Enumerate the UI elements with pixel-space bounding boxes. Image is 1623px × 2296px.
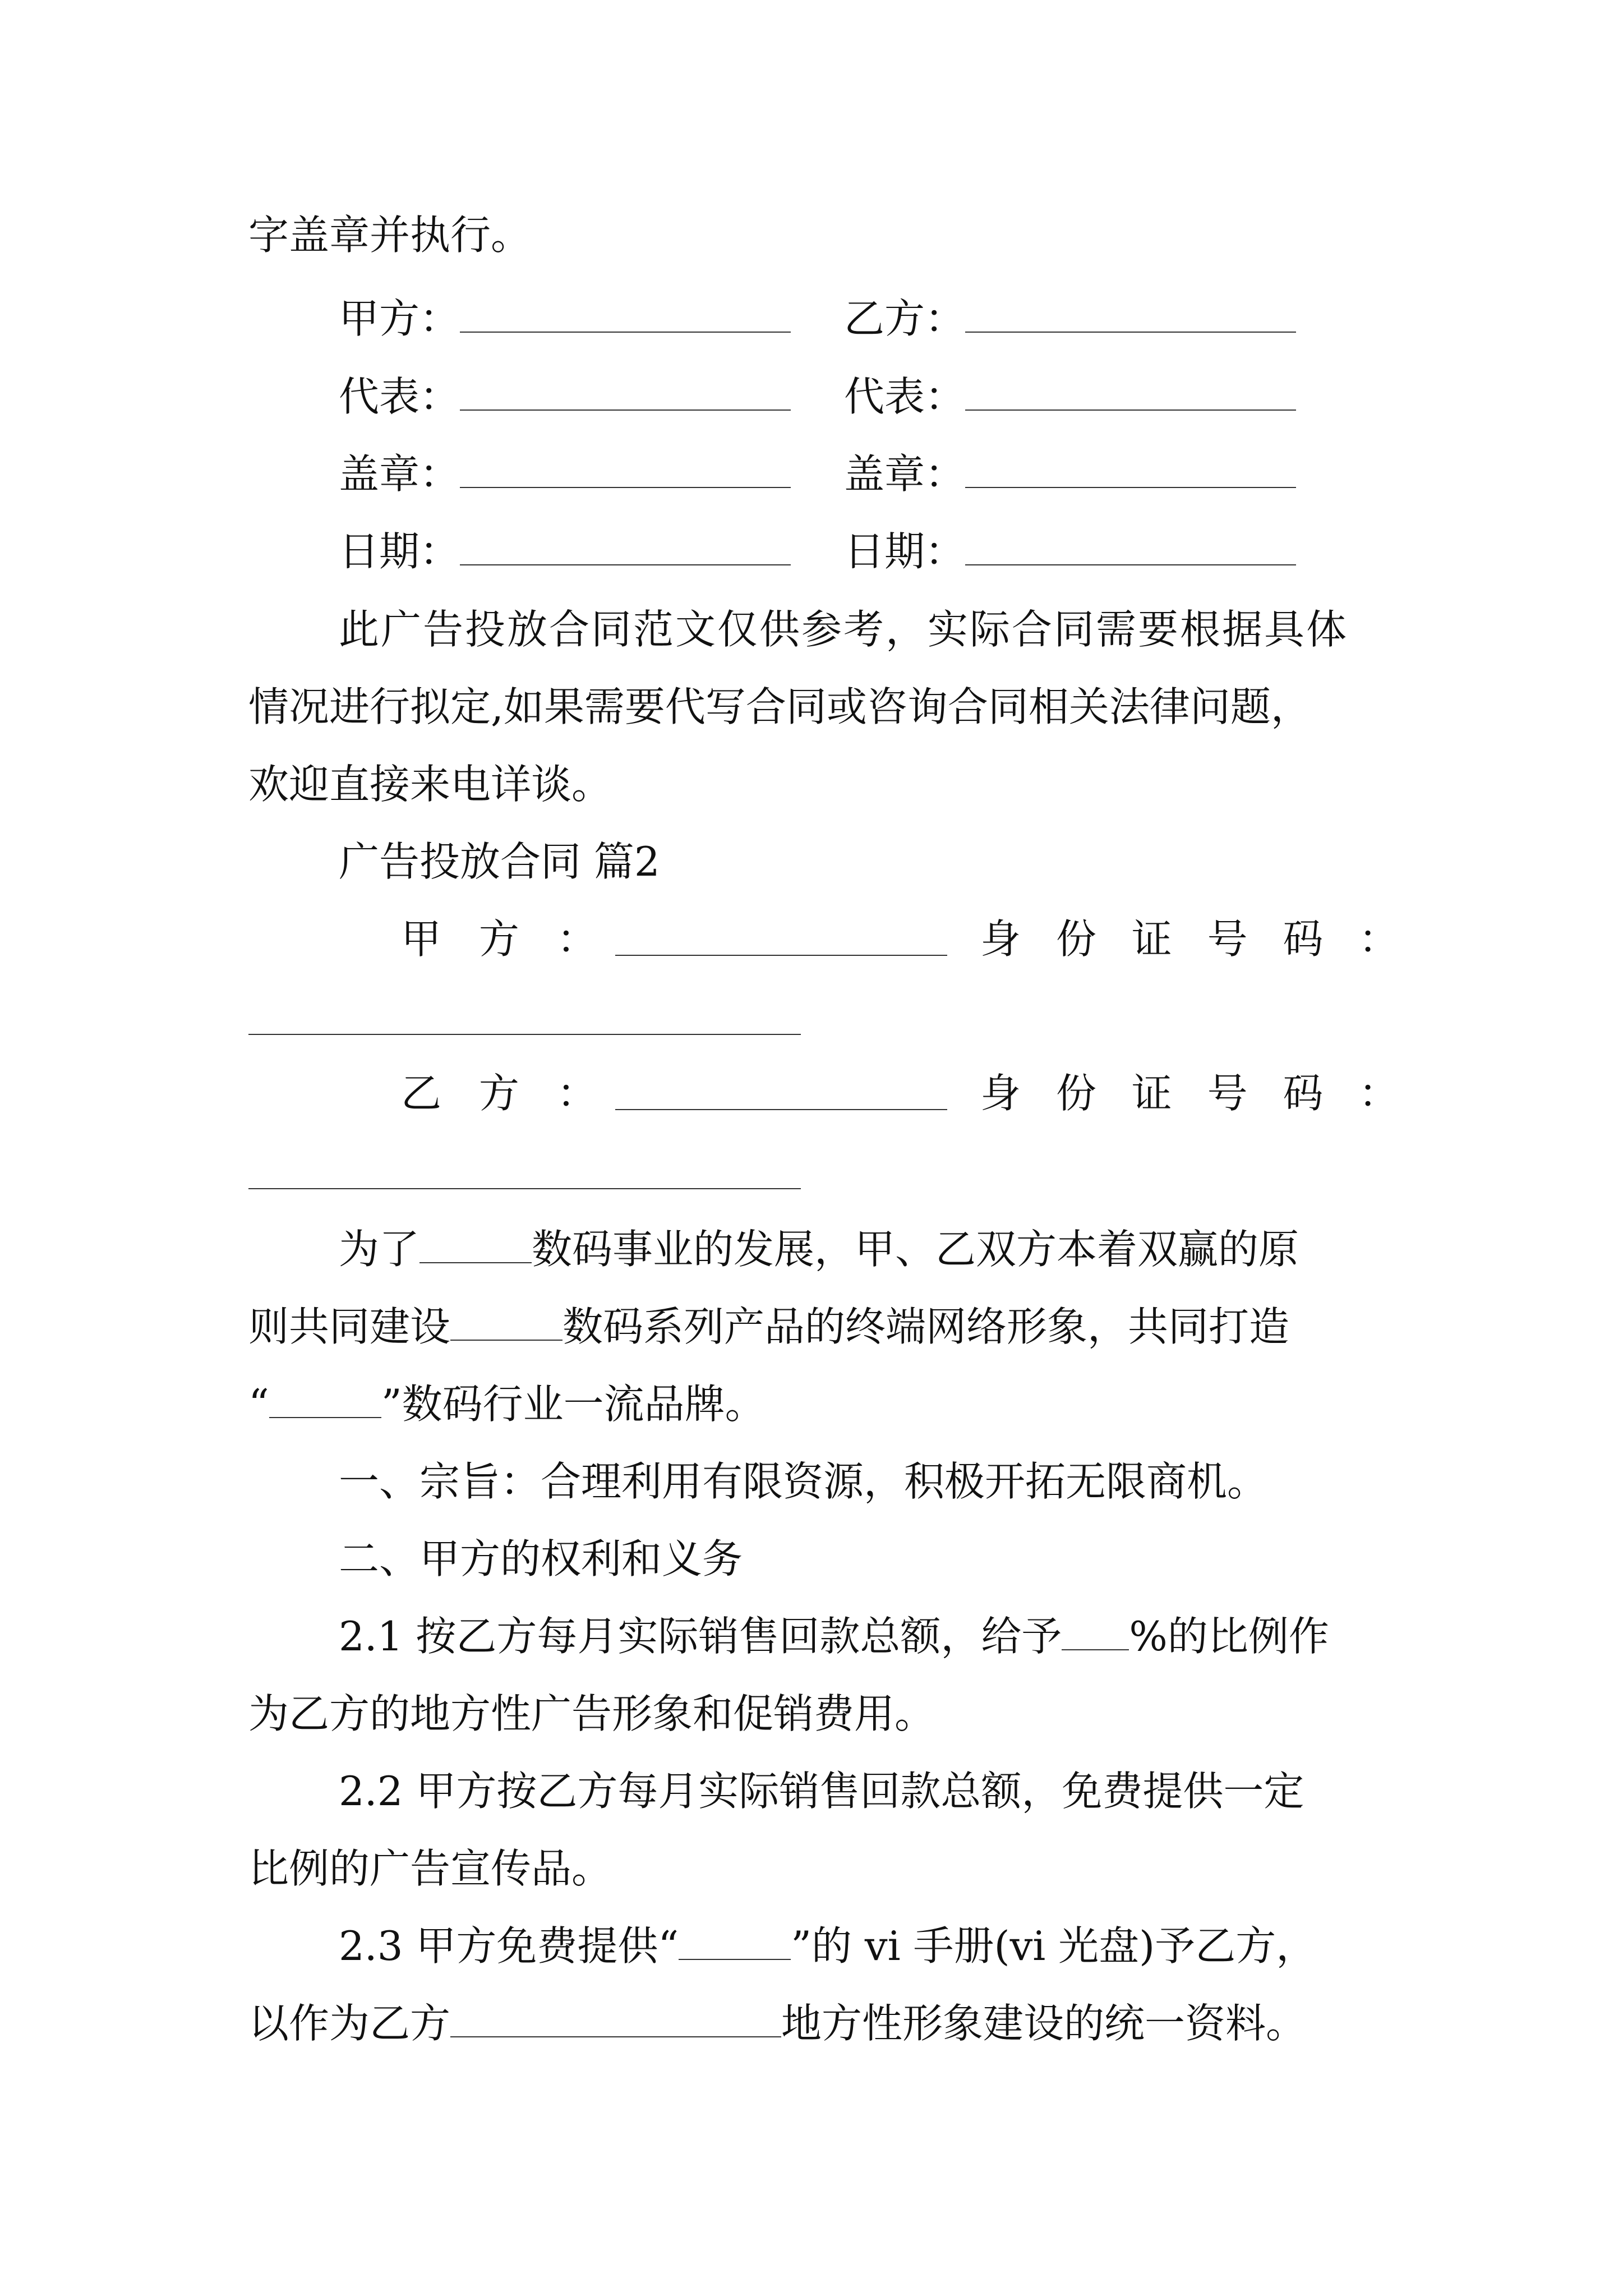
clause-2-1-a: 2.1 按乙方每月实际销售回款总额，给予	[339, 1613, 1062, 1660]
clause-2-2-line-2: 比例的广告宣传品。	[248, 1845, 612, 1892]
sig-seal-b-text: 盖章：	[844, 450, 966, 498]
sig-seal-b-label	[844, 450, 1296, 498]
clause-2-3-blank-2	[450, 2005, 781, 2037]
note-line-1: 此广告投放合同范文仅供参考，实际合同需要根据具体	[339, 606, 1349, 653]
sig-date-b-blank	[965, 533, 1296, 565]
sig-seal-a-label	[339, 450, 791, 498]
intro-l2-a: 则共同建设	[248, 1303, 451, 1350]
sig-date-a-blank	[460, 533, 791, 565]
intro-l1-a: 为了	[339, 1226, 420, 1273]
sig-seal-a-text: 盖章：	[339, 450, 460, 498]
clause-2-3-b: ”的 vi 手册(vi 光盘)予乙方，	[791, 1922, 1317, 1970]
party-a-id-label: 身 份 证 号 码 ：	[980, 915, 1410, 963]
paragraph-tail: 字盖章并执行。	[248, 211, 532, 259]
clause-2-1-b: %的比例作	[1129, 1613, 1329, 1660]
sig-party-b-blank	[965, 300, 1296, 333]
sig-rep-a-label	[339, 373, 791, 420]
clause-2-2-line-1: 2.2 甲方按乙方每月实际销售回款总额，免费提供一定	[339, 1768, 1304, 1815]
sig-seal-a-blank	[460, 455, 791, 488]
clause-2-3-c: 以作为乙方	[248, 2000, 451, 2047]
party-b-id-blank	[248, 1188, 801, 1189]
intro-l2-b: 数码系列产品的终端网络形象，共同打造	[562, 1303, 1290, 1350]
clause-2-1-line-1	[339, 1613, 1329, 1660]
section-2: 二、甲方的权利和义务	[339, 1535, 743, 1582]
intro-blank-3	[269, 1386, 381, 1418]
sig-rep-b-blank	[965, 378, 1296, 411]
note-line-2: 情况进行拟定,如果需要代写合同或咨询合同相关法律问题，	[248, 683, 1311, 730]
sig-date-a-text: 日期：	[339, 528, 460, 575]
clause-2-1-line-2: 为乙方的地方性广告形象和促销费用。	[248, 1690, 935, 1737]
note-line-3: 欢迎直接来电详谈。	[248, 761, 612, 808]
clause-2-3-d: 地方性形象建设的统一资料。	[781, 2000, 1307, 2047]
intro-line-1	[339, 1226, 1299, 1273]
intro-line-2	[248, 1303, 1290, 1350]
sig-party-a-label	[339, 295, 791, 342]
sig-rep-a-blank	[460, 378, 791, 411]
sig-rep-a-text: 代表：	[339, 373, 460, 420]
party-b-blank	[615, 1109, 947, 1110]
sig-party-a-blank	[460, 300, 791, 333]
section-1: 一、宗旨：合理利用有限资源，积极开拓无限商机。	[339, 1458, 1268, 1505]
party-a-label: 甲 方 ：	[401, 915, 610, 963]
party-b-label: 乙 方 ：	[401, 1070, 610, 1117]
clause-2-3-a: 2.3 甲方免费提供“	[339, 1922, 679, 1970]
intro-line-3	[248, 1381, 766, 1428]
intro-l3-a: “	[248, 1381, 269, 1428]
section-title: 广告投放合同 篇2	[339, 838, 660, 885]
sig-date-b-text: 日期：	[844, 528, 966, 575]
intro-l1-b: 数码事业的发展，甲、乙双方本着双赢的原	[532, 1226, 1299, 1273]
sig-rep-b-text: 代表：	[844, 373, 966, 420]
clause-2-3-blank-1	[679, 1927, 791, 1960]
sig-party-b-text: 乙方：	[844, 295, 966, 342]
intro-blank-2	[450, 1308, 562, 1341]
intro-blank-1	[419, 1231, 532, 1263]
sig-date-b-label	[844, 528, 1296, 575]
sig-rep-b-label	[844, 373, 1296, 420]
party-b-id-label: 身 份 证 号 码 ：	[980, 1070, 1410, 1117]
clause-2-3-line-2	[248, 2000, 1307, 2047]
clause-2-3-line-1	[339, 1922, 1317, 1970]
sig-date-a-label	[339, 528, 791, 575]
sig-seal-b-blank	[965, 455, 1296, 488]
sig-party-b-label	[844, 295, 1296, 342]
intro-l3-b: ”数码行业一流品牌。	[381, 1381, 766, 1428]
party-a-id-blank	[248, 1034, 801, 1035]
clause-2-1-blank	[1062, 1618, 1129, 1650]
sig-party-a-text: 甲方：	[339, 295, 460, 342]
party-a-blank	[615, 955, 947, 956]
